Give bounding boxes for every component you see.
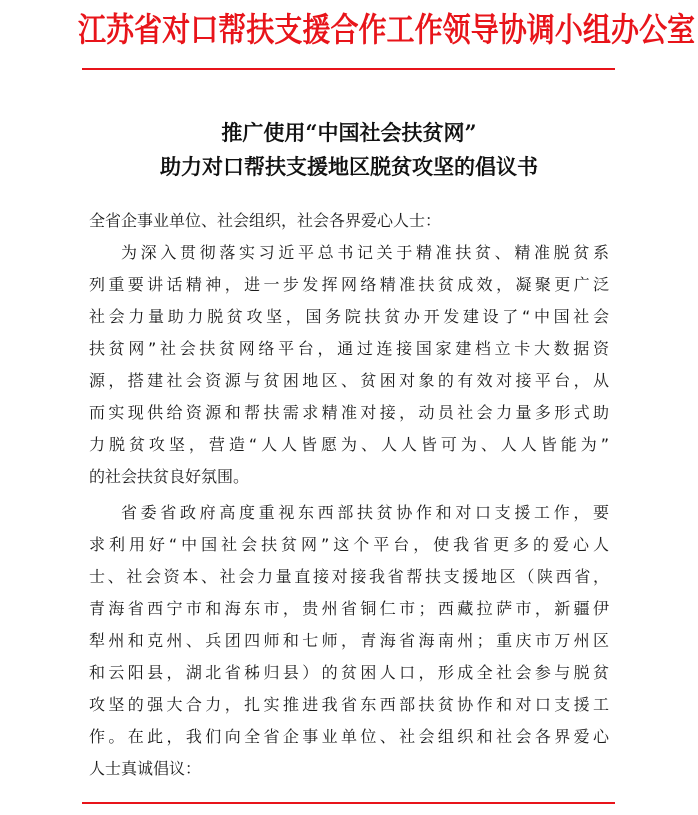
salutation: 全省企事业单位、社会组织，社会各界爱心人士：: [89, 211, 442, 230]
paragraph-1-line: 的社会扶贫良好氛围。: [89, 467, 250, 486]
paragraph-2-line: 人士真诚倡议：: [89, 759, 202, 778]
letterhead-title: 江苏省对口帮扶支援合作工作领导协调小组办公室: [78, 10, 696, 49]
paragraph-2-line: 作。在此，我们向全省企事业单位、社会组织和社会各界爱心: [89, 727, 609, 746]
letterhead-red-rule: [82, 68, 615, 70]
paragraph-2-line: 犁州和克州、兵团四师和七师，青海省海南州；重庆市万州区: [89, 631, 609, 650]
paragraph-2-line: 青海省西宁市和海东市，贵州省铜仁市；西藏拉萨市，新疆伊: [89, 599, 609, 618]
document-title-line-1: 推广使用“中国社会扶贫网”: [221, 120, 477, 145]
paragraph-1-line: 源，搭建社会资源与贫困地区、贫困对象的有效对接平台，从: [89, 371, 609, 390]
paragraph-2-line: 省委省政府高度重视东西部扶贫协作和对口支援工作，要: [121, 503, 609, 522]
paragraph-1-line: 扶贫网”社会扶贫网络平台，通过连接国家建档立卡大数据资: [89, 339, 609, 358]
footer-red-rule: [82, 802, 615, 804]
paragraph-1-line: 力脱贫攻坚，营造“人人皆愿为、人人皆可为、人人皆能为”: [89, 435, 609, 454]
paragraph-2-line: 攻坚的强大合力，扎实推进我省东西部扶贫协作和对口支援工: [89, 695, 609, 714]
document-title-line-2: 助力对口帮扶支援地区脱贫攻坚的倡议书: [160, 154, 538, 179]
paragraph-1-line: 社会力量助力脱贫攻坚，国务院扶贫办开发建设了“中国社会: [89, 307, 609, 326]
paragraph-1-line: 为深入贯彻落实习近平总书记关于精准扶贫、精准脱贫系: [121, 243, 609, 262]
paragraph-1-line: 列重要讲话精神，进一步发挥网络精准扶贫成效，凝聚更广泛: [89, 275, 609, 294]
paragraph-1-line: 而实现供给资源和帮扶需求精准对接，动员社会力量多形式助: [89, 403, 609, 422]
paragraph-2-line: 和云阳县，湖北省秭归县）的贫困人口，形成全社会参与脱贫: [89, 663, 609, 682]
paragraph-2-line: 求利用好“中国社会扶贫网”这个平台，使我省更多的爱心人: [89, 535, 609, 554]
paragraph-2-line: 士、社会资本、社会力量直接对接我省帮扶支援地区（陕西省，: [89, 567, 609, 586]
